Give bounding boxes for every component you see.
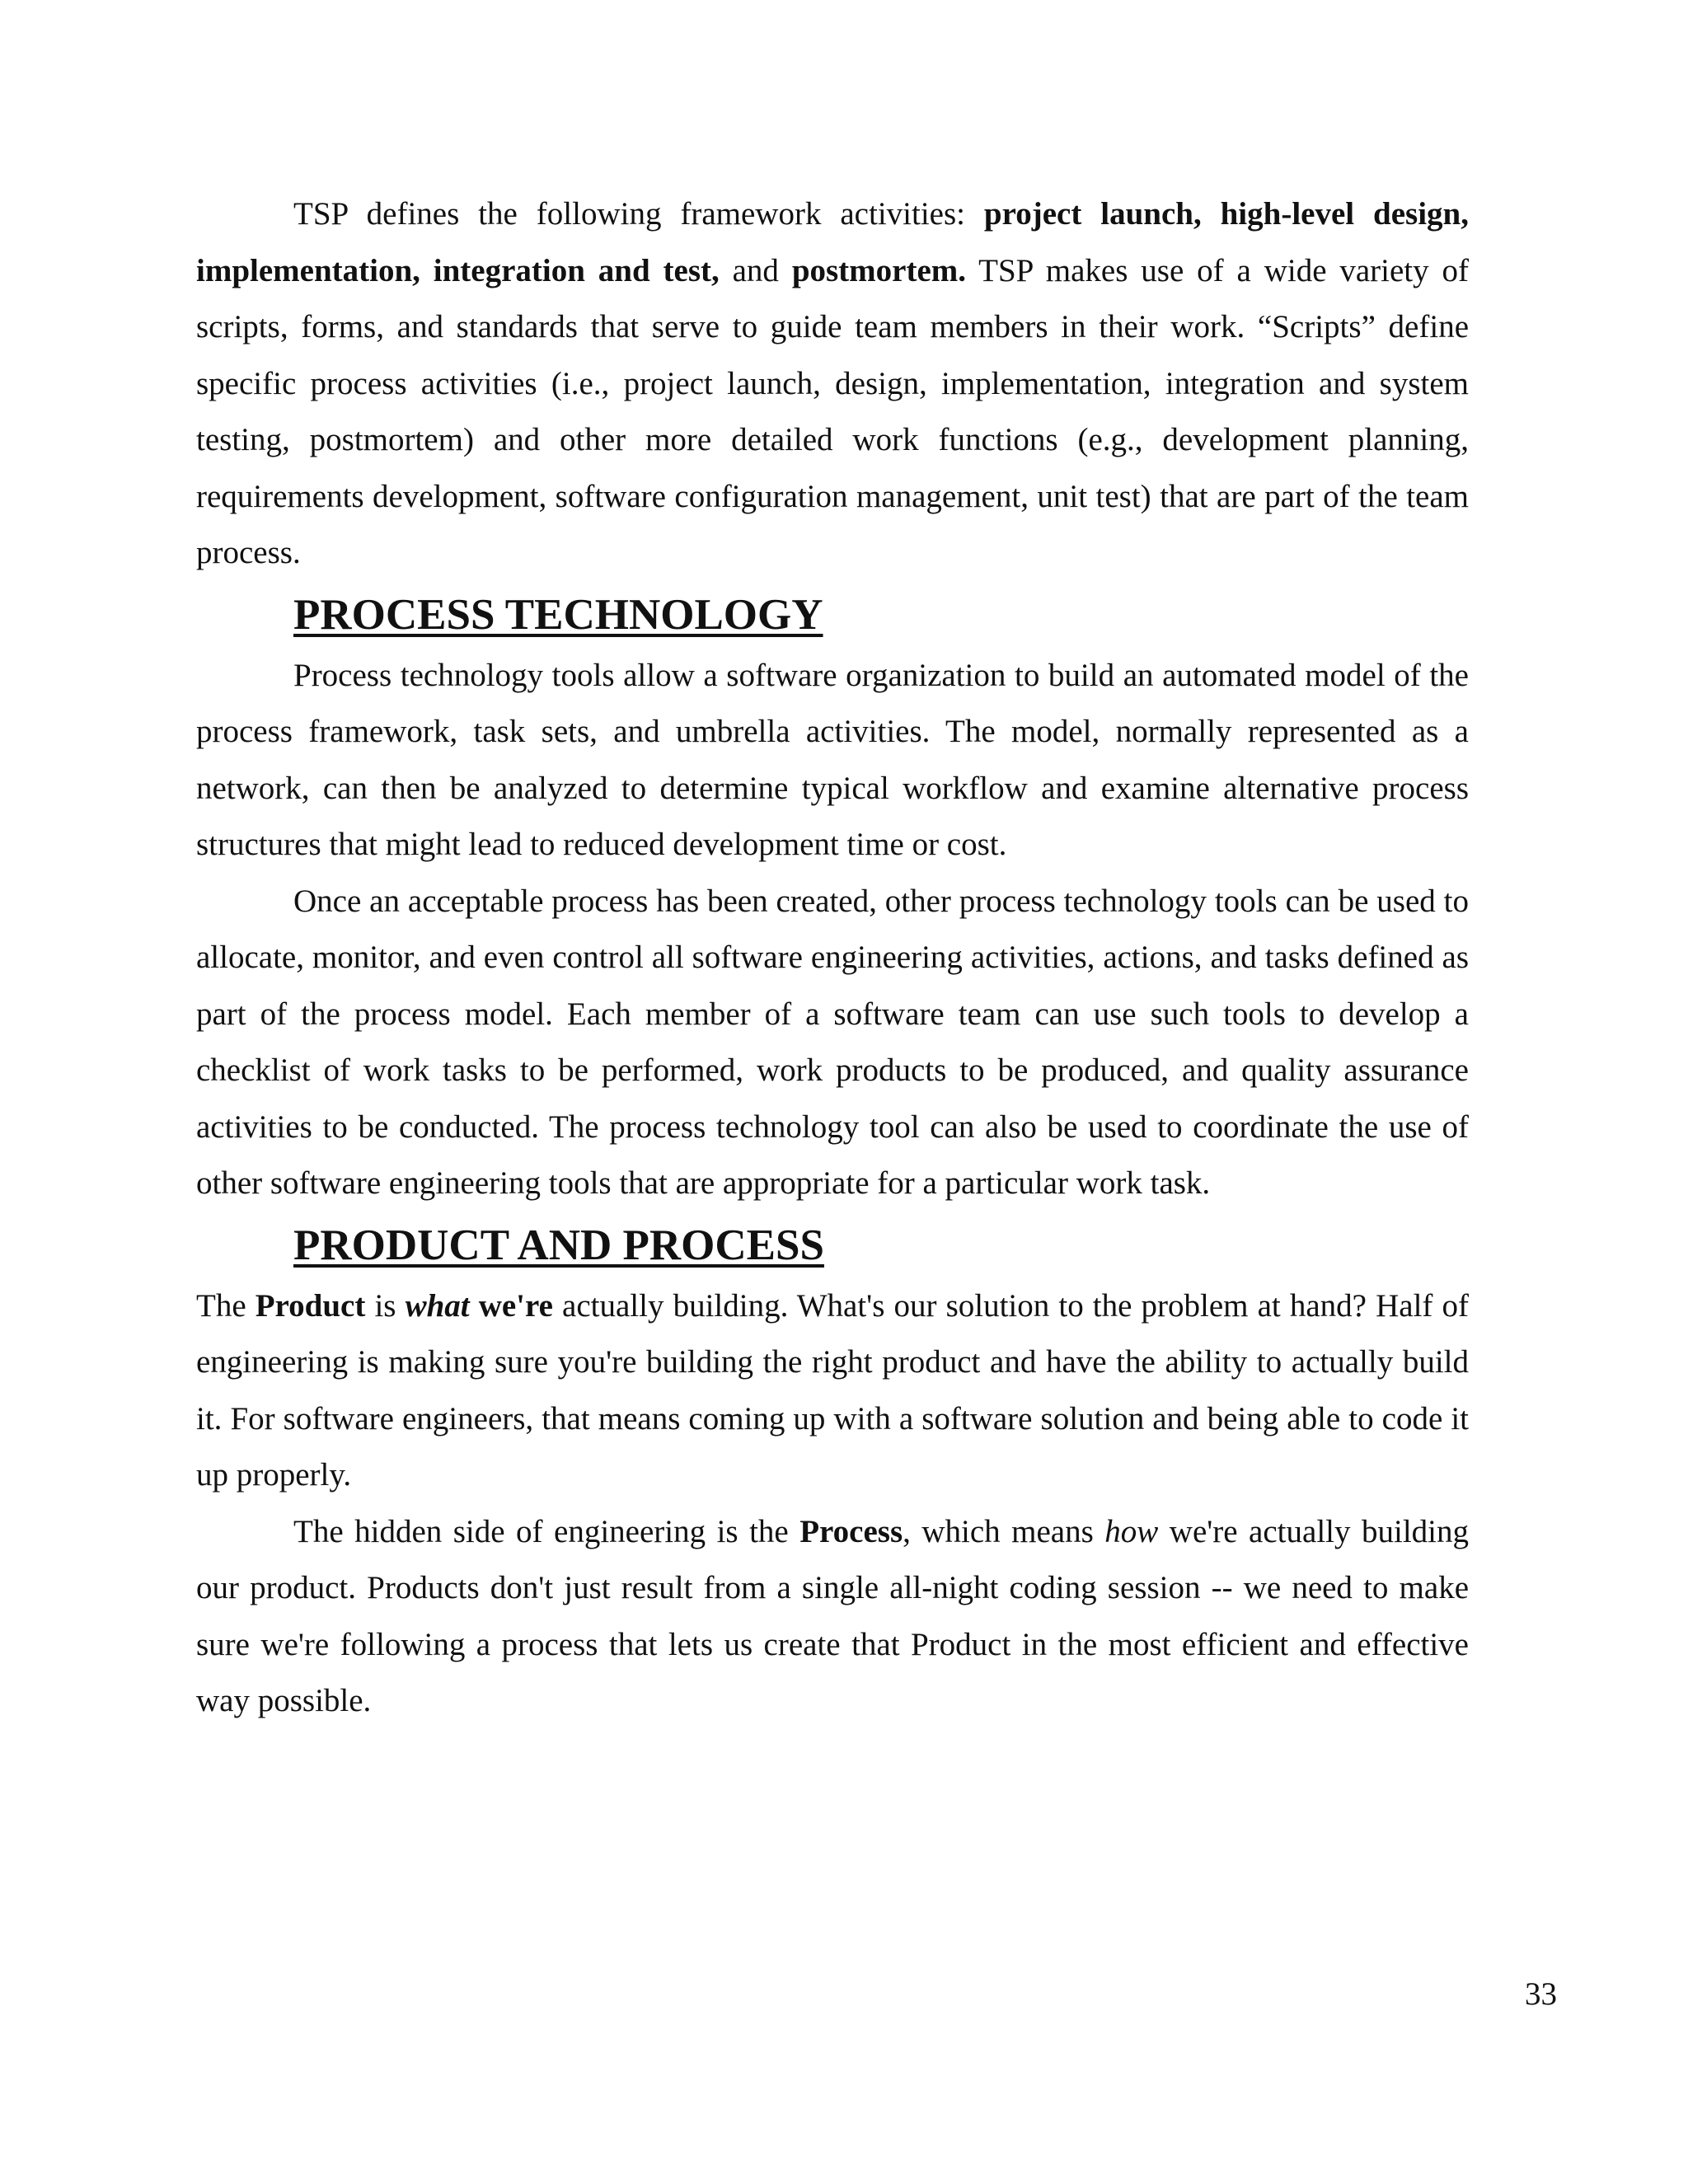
text-run: is bbox=[365, 1287, 406, 1324]
italic-text-run: how bbox=[1104, 1513, 1159, 1549]
product-and-process-paragraph-2 bbox=[196, 1504, 1469, 1730]
process-technology-paragraph-1: Process technology tools allow a software organization to build an automated model of the process framework, task sets, and umbrella activities. The model, normally represented as a network, can then be analyzed to determine typical workflow and examine alternative process structures that might lead to reduced development time or cost. bbox=[196, 657, 1469, 862]
process-technology-paragraph-2: Once an acceptable process has been created, other process technology tools can be used to allocate, monitor, and even control all software engineering activities, actions, and tasks defined as part of the process model. Each member of a software team can use such tools to develop a checklist of work tasks to be performed, work products to be produced, and quality assurance activities to be conducted. The process technology tool can also be used to coordinate the use of other software engineering tools that are appropriate for a particular work task. bbox=[196, 883, 1469, 1201]
text-run: actually building. What's our solution to the problem at hand? Half of engineering is making sure you're building the right product and have the ability to actually build it. For software engineers, that means coming up with a software solution and being able to code it up properly. bbox=[196, 1287, 1469, 1493]
text-run: , which means bbox=[903, 1513, 1105, 1549]
page-number: 33 bbox=[1525, 1976, 1557, 2012]
text-run: TSP makes use of a wide variety of scripts, forms, and standards that serve to guide team members in their work. “Scripts” define specific process activities (i.e., project launch, design, implementation, integration and system testing, postmortem) and other more detailed work functions (e.g., development planning, requirements development, software configuration management, unit test) that are part of the team process. bbox=[196, 252, 1470, 570]
bold-text-run: we're bbox=[469, 1287, 553, 1324]
text-run: TSP defines the following framework activities: bbox=[293, 196, 984, 232]
text-run: and bbox=[719, 252, 792, 288]
bold-text-run: postmortem. bbox=[791, 252, 966, 288]
bold-text-run: Product bbox=[255, 1287, 366, 1324]
tsp-paragraph bbox=[196, 186, 1469, 582]
bold-text-run bbox=[406, 1288, 470, 1324]
text-run: The bbox=[196, 1287, 256, 1324]
text-run: The hidden side of engineering is the bbox=[293, 1513, 800, 1549]
product-and-process-paragraph-1 bbox=[196, 1278, 1469, 1504]
bold-text-run: Process bbox=[799, 1513, 903, 1549]
process-technology-heading: PROCESS TECHNOLOGY bbox=[293, 590, 823, 639]
text-run: we're actually building our product. Products don't just result from a single all-night coding session -- we need to make sure we're following a process that lets us create that Product in the most efficient and effective way possible. bbox=[196, 1513, 1469, 1718]
bold-italic-text-run: what bbox=[405, 1287, 470, 1324]
page-content bbox=[196, 186, 1469, 1730]
bold-text-run: project launch, high-level design, implementation, integration and test, bbox=[196, 196, 1469, 288]
product-and-process-heading: PRODUCT AND PROCESS bbox=[293, 1221, 824, 1269]
